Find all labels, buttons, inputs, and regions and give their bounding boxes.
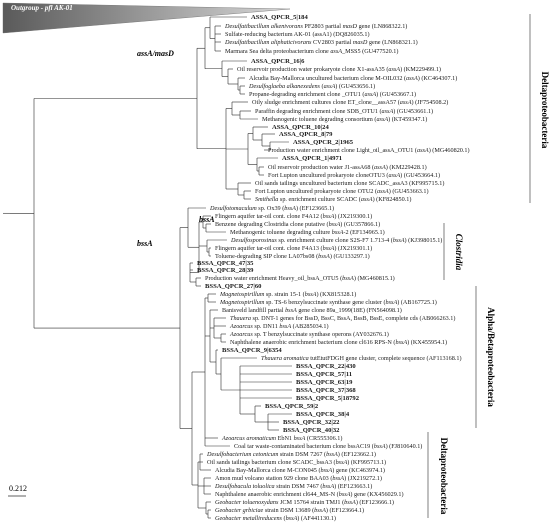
- leaf-label-56: Oil sands tailings bacterium clone SCADC_bssA3 (bssA) (KF995713.1): [207, 459, 387, 467]
- leaf-label-13: Methanogenic toluene degrading consortium (assA) (KT459347.1): [262, 116, 428, 124]
- clade-label-assa-masd: assA/masD: [137, 49, 174, 58]
- leaf-label-57: Alcudia Bay-Mallorca clone M-CON045 (bssA) gene (KC463974.1): [215, 467, 385, 475]
- group-label-alpha-beta: Alpha/Betaproteobacteria: [486, 307, 496, 407]
- leaf-label-39: Azoarcus sp. DN11 bssA (AB285034.1): [230, 323, 329, 331]
- leaf-label-17: Production water enrichment clone Light_oil_assA_OTU1 (assA) (MG460820.1): [268, 147, 470, 155]
- leaf-label-24: Desulfotomaculum sp. Ox39 (bssA) (EF123665.1): [210, 205, 335, 213]
- leaf-label-32: BSSA_QPCR_28|39: [197, 267, 254, 275]
- leaf-label-61: Geobacter toluenoxydans JCM 15764 strain TMJ1 (bssA) (EF123666.1): [215, 499, 394, 507]
- leaf-label-21: Oil sands tailings uncultured bacterium clone SCADC_assA3 (KF995715.1): [255, 180, 445, 188]
- leaf-label-62: Geobacter grbiciae strain DSM 13689 (bssA) (EF123664.1): [215, 507, 365, 515]
- leaf-label-28: Desulfosporosinus sp. enrichment culture clone S2S-F7 1.713-4 (bssA) (KJ398015.1): [231, 237, 443, 245]
- leaf-label-4: Desulfatibacillum aliphaticivorans CV2803 partial masD gene (LN868321.1): [225, 39, 418, 47]
- leaf-label-47: BSSA_QPCR_37|368: [296, 387, 356, 395]
- leaf-label-25: Flingern aquifer tar-oil cont. clone F4A12 (bssA) (JX219300.1): [215, 213, 373, 221]
- clade-label-bssa-upper: bssA: [199, 215, 215, 224]
- group-label-delta-top: Deltaproteobacteria: [540, 71, 550, 149]
- leaf-label-63: Geobacter metallireducens (bssA) (AF441130.1): [215, 515, 336, 523]
- leaf-label-58: Amon mud volcano station 929 clone BAA03 (bssA) (JX219272.1): [215, 475, 382, 483]
- leaf-label-41: Naphthalene anaerobic enrichment bacterium clone cl616 RPS-N (bssA) (KX455954.1): [230, 339, 448, 347]
- leaf-label-22: Fort Lupton uncultured prokaryote clone OTU2 (assA) (GU453663.1): [255, 188, 429, 196]
- leaf-label-19: Oil reservoir production water J1-assA68 (assA) (KM229428.1): [268, 164, 427, 172]
- leaf-label-26: Benzene degrading Clostridia clone putative (bssA) (GU357866.1): [215, 221, 381, 229]
- leaf-label-40: Azoarcus sp. T benzylsuccinate synthase operons (AY032676.1): [230, 331, 389, 339]
- leaf-label-5: Marmara Sea delta proteobacterium clone assA_MSS5 (GU477520.1): [225, 48, 399, 56]
- leaf-label-1: ASSA_QPCR_5|184: [251, 14, 308, 22]
- leaf-label-3: Sulfate-reducing bacterium AK-01 (assA1) (DQ826035.1): [225, 31, 370, 39]
- leaf-label-38: Thauera sp. DNT-1 genes for BssD, BssC, BssA, BssB, BssE, complete cds (AB066263.1): [230, 315, 456, 323]
- leaf-label-48: BSSA_QPCR_5|18792: [296, 395, 360, 403]
- leaf-label-10: Propane-degrading enrichment clone _OTU1 (assA) (GU453667.1): [249, 91, 417, 99]
- leaf-label-51: BSSA_QPCR_32|22: [283, 419, 340, 427]
- leaf-label-31: BSSA_QPCR_47|35: [197, 260, 254, 268]
- clade-label-bssa-lower: bssA: [137, 239, 153, 248]
- leaf-label-30: Toluene-degrading SIP clone LA07bs08 (bssA) (GU133297.1): [215, 253, 370, 261]
- leaf-label-33: Production water enrichment Heavy_oil_bssA_OTU5 (bssA) (MG460815.1): [205, 275, 395, 283]
- leaf-label-54: Coal tar waste-contaminated bacterium clone bssAC19 (bssA) (FJ810640.1): [234, 443, 423, 451]
- leaf-label-18: ASSA_QPCR_1|4971: [282, 155, 343, 163]
- leaf-label-14: ASSA_QPCR_10|24: [272, 124, 329, 132]
- leaf-label-8: Alcudia Bay-Mallorca uncultured bacterium clone M-OIL032 (assA) (KC464307.1): [249, 75, 458, 83]
- group-label-clostridia: Clostridia: [454, 233, 464, 271]
- leaf-label-15: ASSA_QPCR_8|79: [279, 131, 333, 139]
- leaf-labels: [197, 14, 470, 522]
- leaf-label-49: BSSA_QPCR_59|2: [265, 403, 319, 411]
- leaf-label-16: ASSA_QPCR_2|1965: [293, 139, 354, 147]
- leaf-label-35: Magnetospirillum sp. strain 15-1 (bssA) (KX815328.1): [220, 291, 357, 299]
- leaf-label-52: BSSA_QPCR_40|32: [283, 427, 340, 435]
- leaf-label-53: Azoarcus aromaticum EbN1 bssA (CR555306.1): [222, 435, 343, 443]
- outgroup-label: Outgroup - pfl AK-01: [11, 4, 73, 12]
- leaf-label-36: Magnetospirillum sp. TS-6 benzylsuccinate synthase gene cluster (bssA) (AB167725.1): [220, 299, 437, 307]
- leaf-label-60: Naphthalene anaerobic enrichment cl644_MS-N (bssA) gene (KX456029.1): [215, 491, 404, 499]
- leaf-label-43: Thauera aromatica tutEtutFDGH gene cluster, complete sequence (AF113168.1): [261, 355, 462, 363]
- leaf-label-34: BSSA_QPCR_27|60: [205, 283, 262, 291]
- leaf-label-46: BSSA_QPCR_63|19: [296, 379, 353, 387]
- scale-bar-label: 0.212: [9, 484, 27, 493]
- leaf-label-27: Methanogenic toluene degrading culture bssA-2 (EF134965.1): [230, 229, 385, 237]
- group-label-delta-bottom: Deltaproteobacteria: [439, 437, 449, 515]
- leaf-label-37: Banisveld landfill partial bssA gene clone 89a_1999(18E) (FN564098.1): [222, 307, 402, 315]
- leaf-label-59: Desulfobacula toluolica strain DSM 7467 (bssA) (EF123663.1): [215, 483, 373, 491]
- leaf-label-55: Desulfobacterium cetonicum strain DSM 7267 (bssA) (EF123662.1): [207, 451, 376, 459]
- leaf-label-44: BSSA_QPCR_22|430: [296, 363, 356, 371]
- leaf-label-2: Desulfatibacillum alkenivorans PF2803 partial masD gene (LN868322.1): [225, 23, 408, 31]
- leaf-label-12: Paraffin degrading enrichment clone SDB_OTU1 (assA) (GU453661.1): [255, 108, 434, 116]
- leaf-label-11: Oily sludge enrichment cultures clone ET_clone__assA57 (assA) (JF754508.2): [252, 99, 449, 107]
- leaf-label-45: BSSA_QPCR_57|11: [296, 371, 353, 379]
- leaf-label-7: Oil reservoir production water prokaryote clone X1-assA35 (assA) (KM229499.1): [237, 66, 441, 74]
- leaf-label-9: Desulfoglaeba alkanexedens (assA) (GU453656.1): [249, 83, 376, 91]
- leaf-label-42: BSSA_QPCR_9|6354: [222, 347, 282, 355]
- leaf-label-29: Flingern aquifer tar-oil cont. clone F4A13 (bssA) (JX219301.1): [215, 245, 373, 253]
- leaf-label-20: Fort Lupton uncultured prokaryote cloneOTU3 (assA) (GU453664.1): [268, 172, 441, 180]
- leaf-label-23: Smithella sp. enrichment culture SCADC (assA) (KF824850.1): [255, 196, 412, 204]
- leaf-label-50: BSSA_QPCR_38|4: [296, 411, 350, 419]
- leaf-label-6: ASSA_QPCR_16|6: [251, 58, 305, 66]
